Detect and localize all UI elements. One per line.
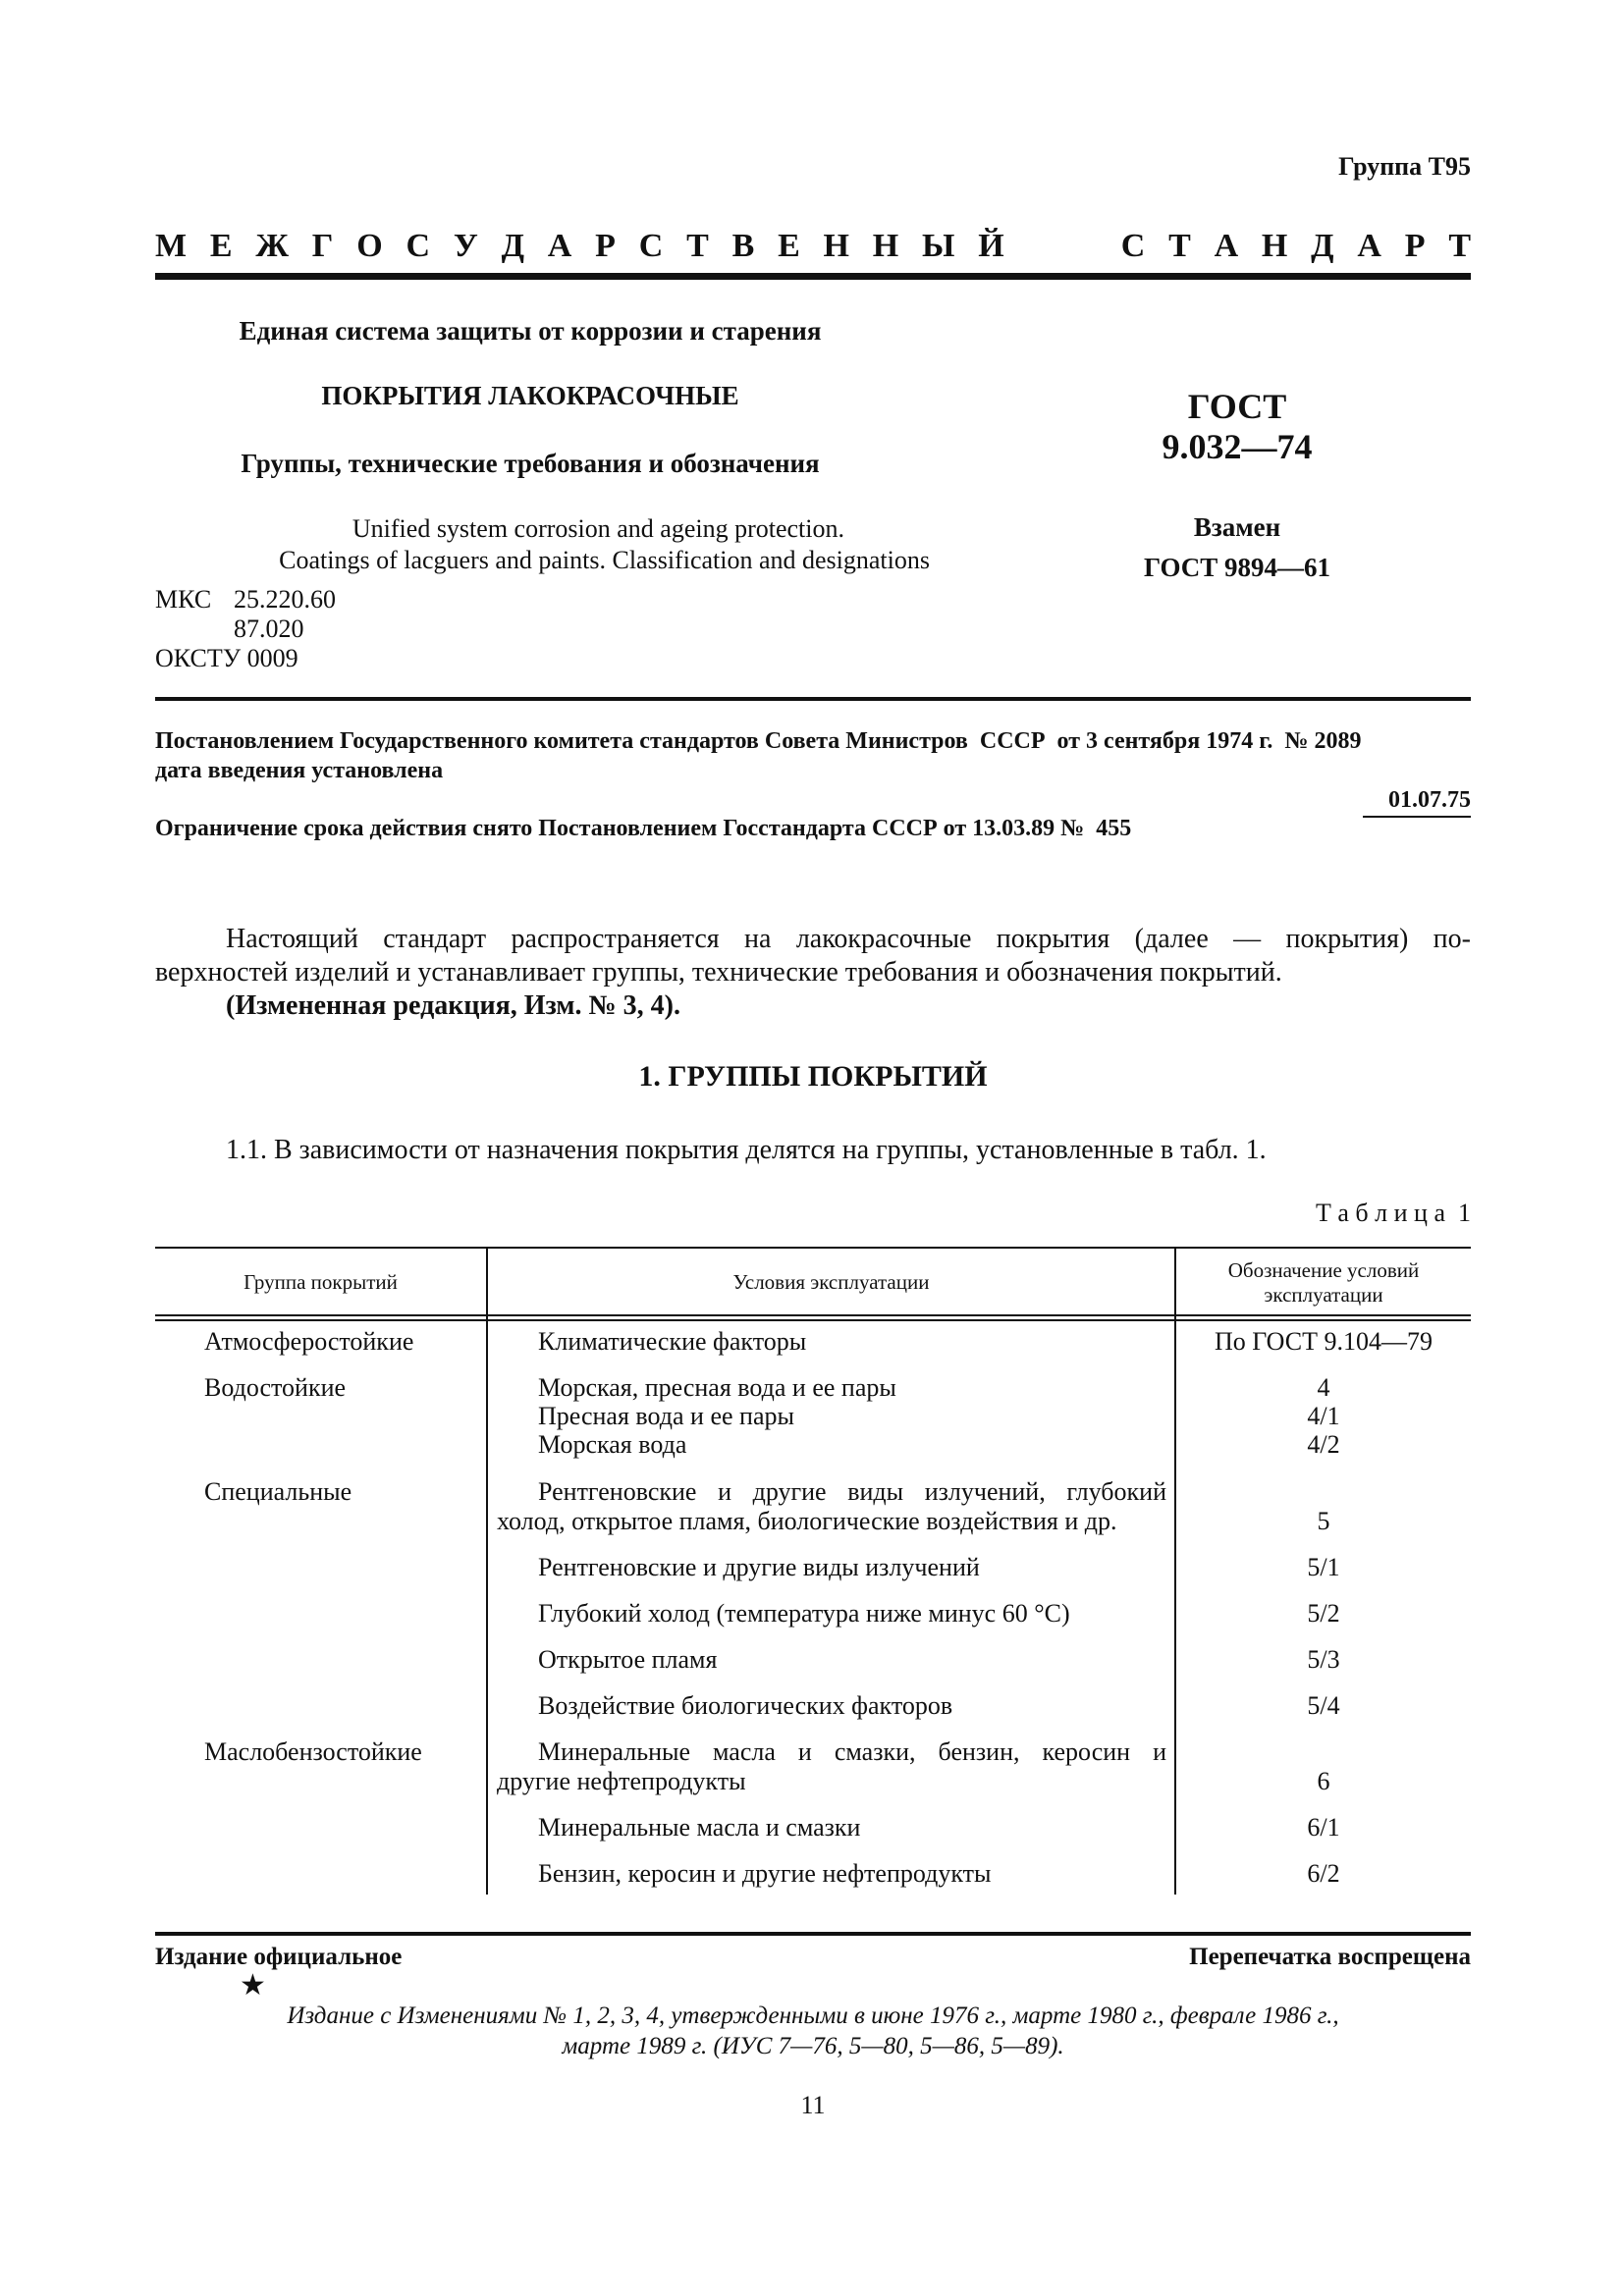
replaces-label: Взамен — [1193, 512, 1281, 542]
row-condition: Воздействие биологических факторов — [538, 1691, 953, 1720]
row-code: 6/2 — [1307, 1859, 1340, 1888]
intro-line-2: верхностей изделий и устанавливает группы, технические требования и обозначения покрытий. — [155, 957, 1282, 988]
intro-amendment: (Измененная редакция, Изм. № 3, 4). — [226, 990, 680, 1021]
intro-line-1: Настоящий стандарт распространяется на лакокрасочные покрытия (далее — покрытия) по- — [226, 924, 1471, 954]
system-title: Единая система защиты от коррозии и старения — [239, 316, 822, 346]
row-condition-cont: холод, открытое пламя, биологические воздействия и др. — [497, 1507, 1117, 1535]
row-condition: Рентгеновские и другие виды излучений — [538, 1553, 980, 1581]
row-code: 5/1 — [1307, 1553, 1340, 1581]
sub-title: Группы, технические требования и обозначения — [241, 449, 820, 478]
table-header-code-line1: Обозначение условий — [1227, 1258, 1420, 1282]
row-code: По ГОСТ 9.104—79 — [1215, 1327, 1433, 1356]
row-group: Водостойкие — [204, 1373, 347, 1402]
row-condition: Морская, пресная вода и ее пары — [538, 1373, 896, 1402]
row-group: Специальные — [204, 1477, 352, 1506]
row-condition: Открытое пламя — [538, 1645, 718, 1674]
row-code: 4/1 — [1307, 1402, 1340, 1430]
table-header-conditions: Условия эксплуатации — [732, 1270, 930, 1294]
row-condition: Рентгеновские и другие виды излучений, глубокий — [538, 1477, 1166, 1506]
table-header-code-line2: эксплуатации — [1264, 1283, 1383, 1307]
row-code: 5 — [1317, 1507, 1330, 1535]
table-col-divider-1 — [486, 1247, 488, 1895]
table-header-rule — [155, 1314, 1471, 1316]
row-condition: Морская вода — [538, 1430, 687, 1459]
title-rule — [155, 697, 1471, 701]
group-code: Группа Т95 — [1338, 152, 1471, 181]
introduction-date: 01.07.75 — [1363, 787, 1471, 818]
row-group: Маслобензостойкие — [204, 1737, 422, 1766]
row-code: 6 — [1317, 1767, 1330, 1795]
main-title: ПОКРЫТИЯ ЛАКОКРАСОЧНЫЕ — [321, 381, 739, 410]
row-group: Атмосферостойкие — [204, 1327, 414, 1356]
mks-value-1: 25.220.60 — [234, 585, 336, 614]
decree-line-2: дата введения установлена — [155, 758, 444, 783]
reprint-notice: Перепечатка воспрещена — [1189, 1944, 1471, 1970]
decree-line-1: Постановлением Государственного комитета стандартов Совета Министров СССР от 3 сентября 1974 г. № 2089 — [155, 728, 1362, 754]
footer-rule — [155, 1932, 1471, 1936]
page-number: 11 — [800, 2091, 826, 2119]
gost-number-line1: ГОСТ — [1187, 387, 1287, 426]
table-header-rule-2 — [155, 1319, 1471, 1321]
table-header-group: Группа покрытий — [243, 1270, 398, 1294]
row-code: 5/3 — [1307, 1645, 1340, 1674]
row-code: 6/1 — [1307, 1813, 1340, 1842]
row-condition: Глубокий холод (температура ниже минус 60 °С) — [538, 1599, 1070, 1628]
mks-label: МКС — [155, 585, 212, 614]
row-condition: Минеральные масла и смазки — [538, 1813, 861, 1842]
decree-line-3: Ограничение срока действия снято Постановлением Госстандарта СССР от 13.03.89 № 455 — [155, 816, 1132, 841]
row-condition: Пресная вода и ее пары — [538, 1402, 794, 1430]
row-code: 5/4 — [1307, 1691, 1340, 1720]
mks-value-2: 87.020 — [234, 614, 304, 643]
section-paragraph: 1.1. В зависимости от назначения покрытия делятся на группы, установленные в табл. 1. — [226, 1135, 1267, 1165]
star-icon: ★ — [240, 1969, 266, 2002]
official-edition: Издание официальное — [155, 1944, 403, 1970]
edition-note-line1: Издание с Изменениями № 1, 2, 3, 4, утвержденными в июне 1976 г., марте 1980 г., феврале 1986 г., — [287, 2002, 1339, 2029]
table-label: Т а б л и ц а 1 — [1316, 1199, 1471, 1227]
row-code: 4 — [1317, 1373, 1330, 1402]
english-title-line2: Coatings of lacguers and paints. Classification and designations — [279, 546, 930, 574]
replaces-value: ГОСТ 9894—61 — [1143, 553, 1331, 582]
banner-rule — [155, 273, 1471, 280]
edition-note-line2: марте 1989 г. (ИУС 7—76, 5—80, 5—86, 5—89). — [562, 2033, 1064, 2059]
row-condition: Минеральные масла и смазки, бензин, керосин и — [538, 1737, 1166, 1766]
row-code: 4/2 — [1307, 1430, 1340, 1459]
section-heading: 1. ГРУППЫ ПОКРЫТИЙ — [638, 1060, 988, 1093]
okstu-code: ОКСТУ 0009 — [155, 644, 298, 672]
english-title-line1: Unified system corrosion and ageing protection. — [352, 514, 844, 543]
gost-number-line2: 9.032—74 — [1162, 427, 1313, 466]
row-code: 5/2 — [1307, 1599, 1340, 1628]
table-top-rule — [155, 1247, 1471, 1249]
row-condition: Бензин, керосин и другие нефтепродукты — [538, 1859, 992, 1888]
banner-title: М Е Ж Г О С У Д А Р С Т В Е Н Н Ы Й С Т А Н Д А Р Т — [155, 228, 1471, 264]
row-condition-cont: другие нефтепродукты — [497, 1767, 746, 1795]
row-condition: Климатические факторы — [538, 1327, 807, 1356]
